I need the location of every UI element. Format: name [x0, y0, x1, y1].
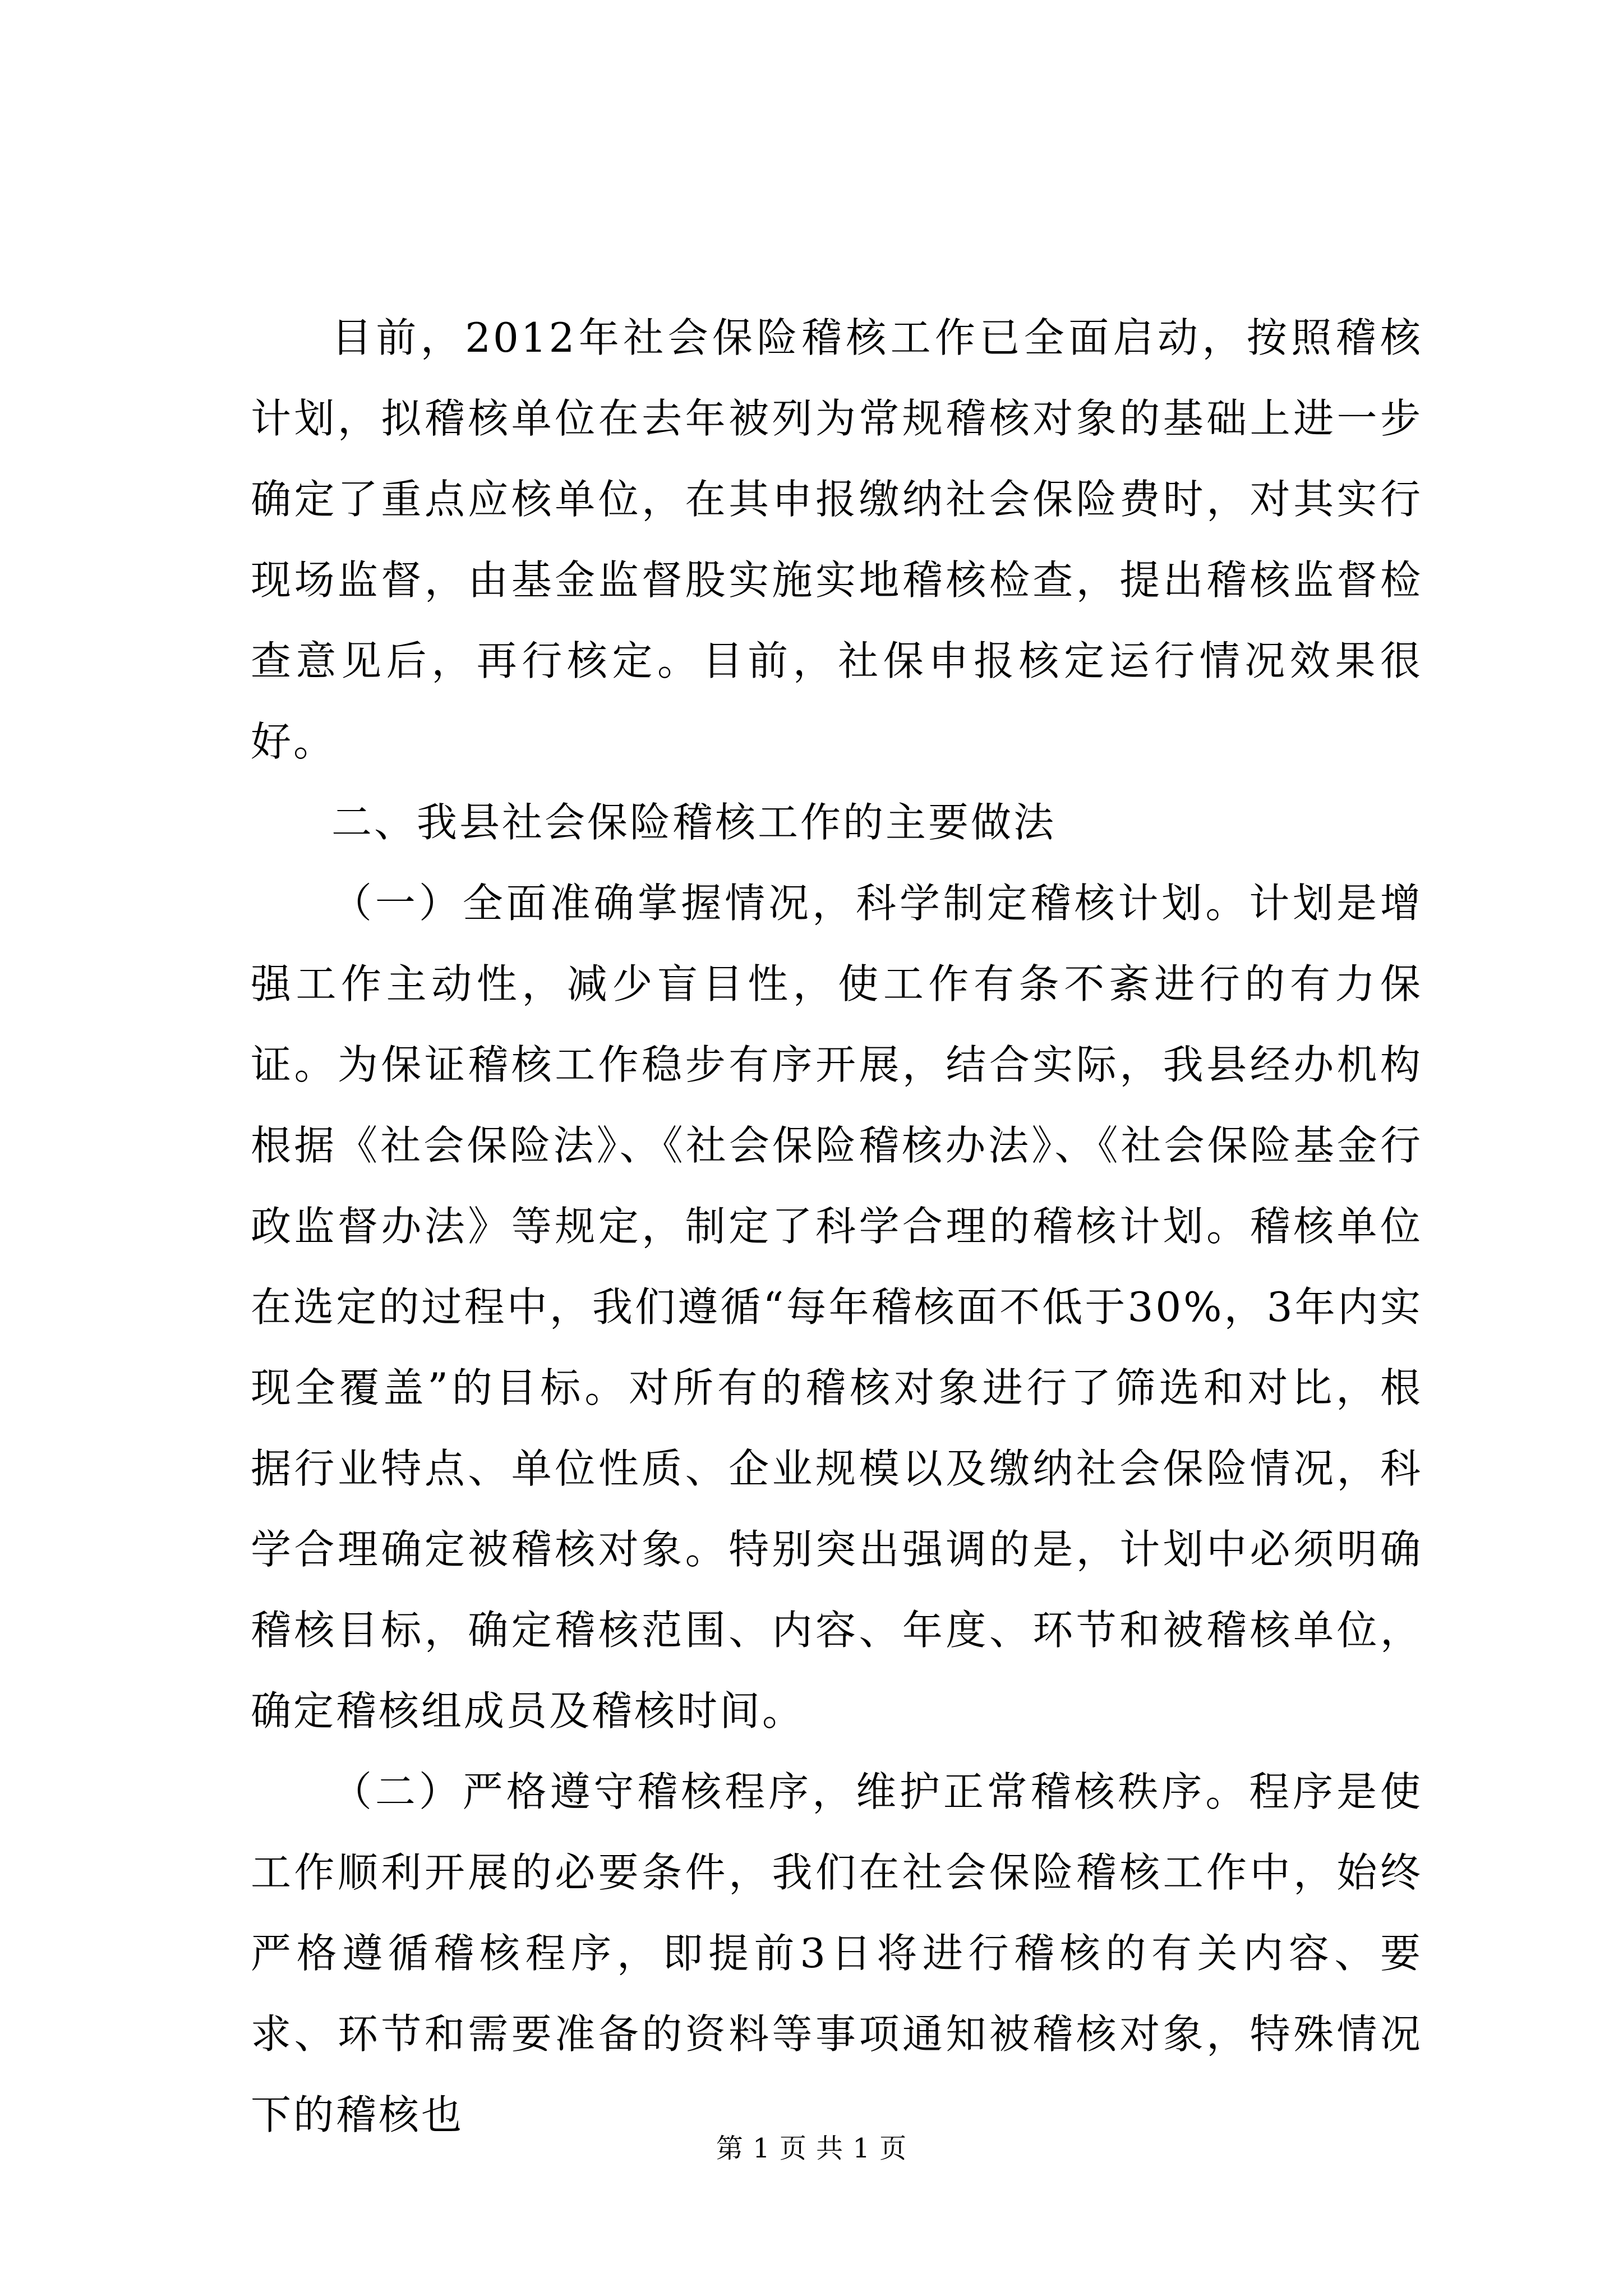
paragraph-audit-status: 目前，2012年社会保险稽核工作已全面启动，按照稽核计划，拟稽核单位在去年被列为常规稽核对象的基础上进一步确定了重点应核单位，在其申报缴纳社会保险费时，对其实行现场监督，由基金监督股实施实地稽核检查，提出稽核监督检查意见后，再行核定。目前，社保申报核定运行情况效果很好。: [251, 314, 1423, 765]
document-body: [251, 297, 1423, 2155]
paragraph-audit-plan: （一）全面准确掌握情况，科学制定稽核计划。计划是增强工作主动性，减少盲目性，使工作有条不紊进行的有力保证。为保证稽核工作稳步有序开展，结合实际，我县经办机构根据《社会保险法》、《社会保险稽核办法》、《社会保险基金行政监督办法》等规定，制定了科学合理的稽核计划。稽核单位在选定的过程中，我们遵循“每年稽核面不低于30%，3年内实现全覆盖”的目标。对所有的稽核对象进行了筛选和对比，根据行业特点、单位性质、企业规模以及缴纳社会保险情况，科学合理确定被稽核对象。特别突出强调的是，计划中必须明确稽核目标，确定稽核范围、内容、年度、环节和被稽核单位，确定稽核组成员及稽核时间。: [251, 880, 1423, 1734]
page-footer: 第 1 页 共 1 页: [716, 2133, 907, 2164]
section-heading-main-practices: 二、我县社会保险稽核工作的主要做法: [331, 799, 1057, 846]
paragraph-audit-procedure: （二）严格遵守稽核程序，维护正常稽核秩序。程序是使工作顺利开展的必要条件，我们在社会保险稽核工作中，始终严格遵循稽核程序，即提前3日将进行稽核的有关内容、要求、环节和需要准备的资料等事项通知被稽核对象，特殊情况下的稽核也: [251, 1768, 1423, 2138]
